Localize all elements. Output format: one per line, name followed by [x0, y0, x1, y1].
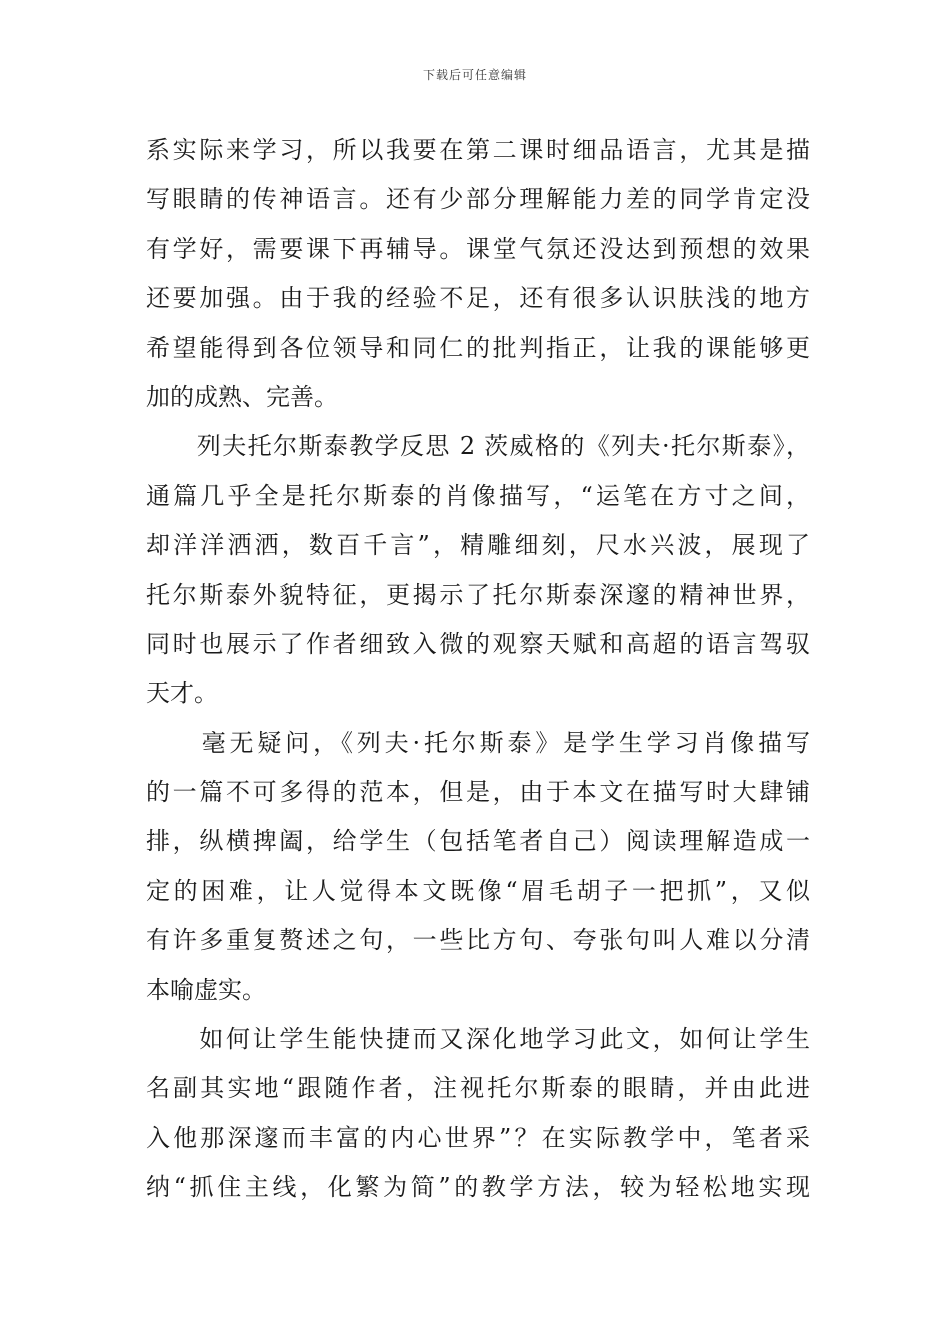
- header-note: 下载后可任意编辑: [422, 68, 527, 82]
- text-line: 入他那深邃而丰富的内心世界”？在实际教学中，笔者采: [146, 1123, 810, 1152]
- text-line: 的一篇不可多得的范本，但是，由于本文在描写时大肆铺: [146, 778, 810, 807]
- text-line: 希望能得到各位领导和同仁的批判指正，让我的课能够更: [146, 333, 810, 362]
- text-line: 列夫托尔斯泰教学反思 2 茨威格的《列夫·托尔斯泰》，: [146, 432, 810, 461]
- text-line: 排，纵横捭阖，给学生（包括笔者自己）阅读理解造成一: [146, 827, 810, 856]
- body-text: [146, 126, 810, 1213]
- paragraph-1: [146, 126, 810, 422]
- text-line: 毫无疑问，《列夫·托尔斯泰》是学生学习肖像描写: [146, 728, 810, 757]
- text-line: 天才。: [146, 679, 218, 708]
- text-line: 如何让学生能快捷而又深化地学习此文，如何让学生: [146, 1025, 810, 1054]
- text-line: 加的成熟、完善。: [146, 382, 338, 411]
- text-line: 系实际来学习，所以我要在第二课时细品语言，尤其是描: [146, 136, 810, 164]
- text-line: 名副其实地“跟随作者，注视托尔斯泰的眼睛，并由此进: [146, 1074, 810, 1103]
- paragraph-3: [146, 719, 810, 1015]
- text-line: 本喻虚实。: [146, 975, 266, 1004]
- text-line: 托尔斯泰外貌特征，更揭示了托尔斯泰深邃的精神世界，: [146, 580, 810, 609]
- text-line: 还要加强。由于我的经验不足，还有很多认识肤浅的地方: [146, 284, 810, 313]
- text-line: 定的困难，让人觉得本文既像“眉毛胡子一把抓”，又似: [146, 876, 810, 905]
- text-line: 通篇几乎全是托尔斯泰的肖像描写，“运笔在方寸之间，: [146, 481, 810, 510]
- text-line: 有学好，需要课下再辅导。课堂气氛还没达到预想的效果: [146, 234, 810, 263]
- paragraph-2: [146, 422, 810, 718]
- text-line: 有许多重复赘述之句，一些比方句、夸张句叫人难以分清: [146, 926, 810, 955]
- text-line: 纳“抓住主线，化繁为简”的教学方法，较为轻松地实现: [146, 1173, 810, 1202]
- text-line: 同时也展示了作者细致入微的观察天赋和高超的语言驾驭: [146, 629, 810, 658]
- text-line: 写眼睛的传神语言。还有少部分理解能力差的同学肯定没: [146, 185, 810, 214]
- text-line: 却洋洋洒洒，数百千言”，精雕细刻，尺水兴波，展现了: [146, 531, 810, 560]
- paragraph-4: [146, 1015, 810, 1213]
